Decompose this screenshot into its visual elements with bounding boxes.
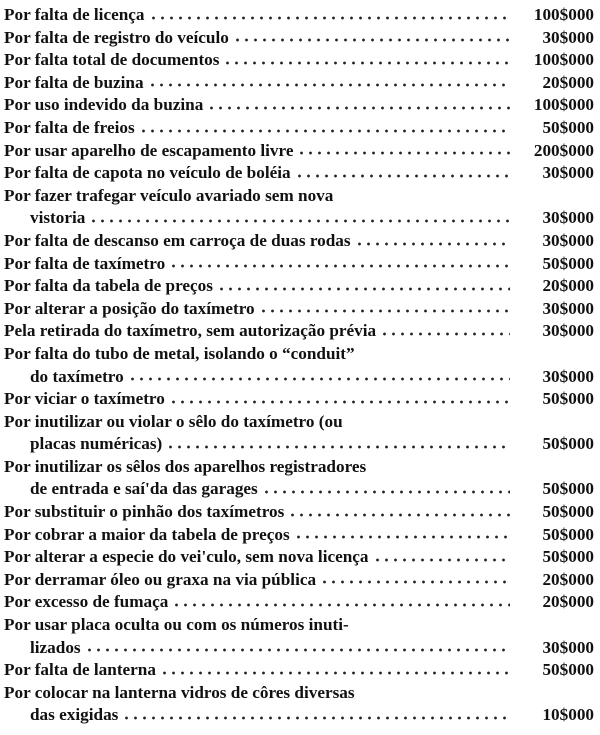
fine-entry xyxy=(4,4,594,27)
description-continuation-line xyxy=(4,637,516,660)
fine-amount: 30$000 xyxy=(542,27,594,47)
fine-description xyxy=(4,591,516,614)
dot-leader xyxy=(122,715,510,721)
dot-leader xyxy=(217,286,510,292)
fine-entry xyxy=(4,456,594,501)
description-line xyxy=(4,162,516,185)
fine-amount: 30$000 xyxy=(542,366,594,386)
description-line xyxy=(4,230,516,253)
dot-leader xyxy=(148,82,510,88)
fine-amount: 50$000 xyxy=(542,524,594,544)
dot-leader xyxy=(160,670,510,676)
fine-entry xyxy=(4,682,594,727)
description-line xyxy=(4,27,516,50)
description-line xyxy=(4,546,516,569)
fine-description xyxy=(4,140,516,163)
description-text: Pela retirada do taxímetro, sem autorização prévia xyxy=(4,321,377,341)
dot-leader xyxy=(169,399,510,405)
description-text: Por falta de freios xyxy=(4,117,135,137)
description-text: Por falta de descanso em carroça de duas rodas xyxy=(4,230,351,250)
dot-leader xyxy=(262,489,510,495)
fine-description xyxy=(4,659,516,682)
dot-leader xyxy=(380,331,510,337)
description-text: Por falta da tabela de preços xyxy=(4,276,213,296)
description-text: Por alterar a especie do vei'culo, sem nova licença xyxy=(4,547,369,567)
dot-leader xyxy=(207,105,510,111)
dot-leader xyxy=(223,60,510,66)
description-text: Por falta de licença xyxy=(4,5,145,24)
fine-entry xyxy=(4,27,594,50)
fine-amount: 30$000 xyxy=(542,208,594,228)
description-line xyxy=(4,524,516,547)
fine-entry xyxy=(4,94,594,117)
fine-entry xyxy=(4,298,594,321)
description-text: Por inutilizar ou violar o sêlo do taxímetro (ou xyxy=(4,411,343,431)
dot-leader xyxy=(373,557,510,563)
description-text: vistoria xyxy=(30,208,86,228)
dot-leader xyxy=(85,647,510,653)
fine-amount: 50$000 xyxy=(542,502,594,522)
dot-leader xyxy=(294,534,510,540)
dot-leader xyxy=(355,241,510,247)
fine-amount: 100$000 xyxy=(533,50,594,70)
fine-entry xyxy=(4,614,594,659)
dot-leader xyxy=(89,218,510,224)
dot-leader xyxy=(259,308,510,314)
fine-description xyxy=(4,27,516,50)
description-text: Por usar placa oculta ou com os números inuti- xyxy=(4,615,349,635)
fine-amount: 200$000 xyxy=(533,140,594,160)
description-line xyxy=(4,117,516,140)
fine-amount: 30$000 xyxy=(542,163,594,183)
fine-amount: 50$000 xyxy=(542,434,594,454)
fine-entry xyxy=(4,230,594,253)
description-line xyxy=(4,388,516,411)
dot-leader xyxy=(320,579,510,585)
fine-description xyxy=(4,546,516,569)
description-text: Por falta do tubo de metal, isolando o “conduit” xyxy=(4,343,355,363)
fine-description xyxy=(4,162,516,185)
fine-amount: 30$000 xyxy=(542,321,594,341)
description-text: Por inutilizar os sêlos dos aparelhos registradores xyxy=(4,456,367,476)
fine-entry xyxy=(4,501,594,524)
description-text: de entrada e saí'da das garages xyxy=(30,479,258,499)
fine-amount: 50$000 xyxy=(542,253,594,273)
fine-entry xyxy=(4,343,594,388)
fine-description xyxy=(4,94,516,117)
fine-description xyxy=(4,388,516,411)
fine-description xyxy=(4,569,516,592)
fine-entry xyxy=(4,72,594,95)
description-line xyxy=(4,343,516,366)
fine-description xyxy=(4,4,516,27)
fine-entry xyxy=(4,320,594,343)
fine-entry xyxy=(4,591,594,614)
fine-amount: 50$000 xyxy=(542,547,594,567)
fine-entry xyxy=(4,659,594,682)
dot-leader xyxy=(295,173,510,179)
fine-amount: 10$000 xyxy=(542,705,594,725)
fine-amount: 100$000 xyxy=(533,5,594,24)
fine-entry xyxy=(4,524,594,547)
description-text: Por viciar o taxímetro xyxy=(4,389,165,409)
dot-leader xyxy=(297,150,510,156)
description-line xyxy=(4,659,516,682)
fine-description xyxy=(4,185,516,230)
fine-entry xyxy=(4,546,594,569)
fine-amount: 30$000 xyxy=(542,298,594,318)
fine-description xyxy=(4,117,516,140)
description-line xyxy=(4,49,516,72)
description-text: Por falta de registro do veículo xyxy=(4,27,229,47)
description-line xyxy=(4,298,516,321)
description-line xyxy=(4,275,516,298)
dot-leader xyxy=(149,15,511,21)
description-line xyxy=(4,569,516,592)
fine-description xyxy=(4,49,516,72)
description-line xyxy=(4,72,516,95)
description-continuation-line xyxy=(4,433,516,456)
fine-entry xyxy=(4,388,594,411)
fine-amount: 30$000 xyxy=(542,637,594,657)
description-text: do taxímetro xyxy=(30,366,124,386)
dot-leader xyxy=(172,602,510,608)
fine-entry xyxy=(4,253,594,276)
fine-entry xyxy=(4,185,594,230)
description-line xyxy=(4,614,516,637)
fine-description xyxy=(4,343,516,388)
description-text: Por falta de buzina xyxy=(4,72,144,92)
fine-amount: 50$000 xyxy=(542,660,594,680)
description-line xyxy=(4,320,516,343)
fine-amount: 100$000 xyxy=(533,95,594,115)
description-line xyxy=(4,456,516,479)
description-line xyxy=(4,4,516,27)
fine-entry xyxy=(4,140,594,163)
description-line xyxy=(4,253,516,276)
fine-amount: 20$000 xyxy=(542,276,594,296)
fine-description xyxy=(4,275,516,298)
description-continuation-line xyxy=(4,366,516,389)
description-text: Por uso indevido da buzina xyxy=(4,95,204,115)
dot-leader xyxy=(288,512,510,518)
description-text: Por falta de lanterna xyxy=(4,660,156,680)
dot-leader xyxy=(128,376,510,382)
fine-entry xyxy=(4,49,594,72)
description-continuation-line xyxy=(4,207,516,230)
fine-description xyxy=(4,72,516,95)
description-text: placas numéricas) xyxy=(30,434,163,454)
fine-description xyxy=(4,614,516,659)
dot-leader xyxy=(139,128,510,134)
fine-description xyxy=(4,320,516,343)
description-text: Por falta de capota no veículo de boléia xyxy=(4,163,291,183)
description-text: Por falta total de documentos xyxy=(4,50,220,70)
description-line xyxy=(4,411,516,434)
fine-entry xyxy=(4,117,594,140)
fine-amount: 50$000 xyxy=(542,479,594,499)
fine-amount: 20$000 xyxy=(542,592,594,612)
description-line xyxy=(4,591,516,614)
fine-entry xyxy=(4,275,594,298)
description-text: Por excesso de fumaça xyxy=(4,592,169,612)
fine-entry xyxy=(4,411,594,456)
description-text: Por colocar na lanterna vidros de côres diversas xyxy=(4,682,355,702)
description-text: lizados xyxy=(30,637,81,657)
fine-description xyxy=(4,411,516,456)
description-continuation-line xyxy=(4,704,516,727)
description-text: das exigidas xyxy=(30,705,119,725)
fine-description xyxy=(4,298,516,321)
dot-leader xyxy=(166,444,510,450)
fine-description xyxy=(4,524,516,547)
description-text: Por alterar a posição do taxímetro xyxy=(4,298,255,318)
fine-description xyxy=(4,253,516,276)
description-text: Por usar aparelho de escapamento livre xyxy=(4,140,294,160)
description-line xyxy=(4,501,516,524)
description-line xyxy=(4,140,516,163)
description-text: Por fazer trafegar veículo avariado sem nova xyxy=(4,185,334,205)
fine-entry xyxy=(4,569,594,592)
fine-description xyxy=(4,456,516,501)
fine-description xyxy=(4,230,516,253)
description-line xyxy=(4,682,516,705)
dot-leader xyxy=(233,37,510,43)
dot-leader xyxy=(169,263,510,269)
fine-amount: 20$000 xyxy=(542,569,594,589)
description-line xyxy=(4,185,516,208)
description-text: Por cobrar a maior da tabela de preços xyxy=(4,524,290,544)
fine-description xyxy=(4,501,516,524)
description-line xyxy=(4,94,516,117)
fine-amount: 50$000 xyxy=(542,117,594,137)
fine-amount: 50$000 xyxy=(542,389,594,409)
description-text: Por falta de taxímetro xyxy=(4,253,166,273)
fine-description xyxy=(4,682,516,727)
fine-amount: 20$000 xyxy=(542,72,594,92)
fine-entry xyxy=(4,162,594,185)
description-text: Por substituir o pinhão dos taxímetros xyxy=(4,502,285,522)
fine-amount: 30$000 xyxy=(542,230,594,250)
description-continuation-line xyxy=(4,478,516,501)
description-text: Por derramar óleo ou graxa na via pública xyxy=(4,569,317,589)
